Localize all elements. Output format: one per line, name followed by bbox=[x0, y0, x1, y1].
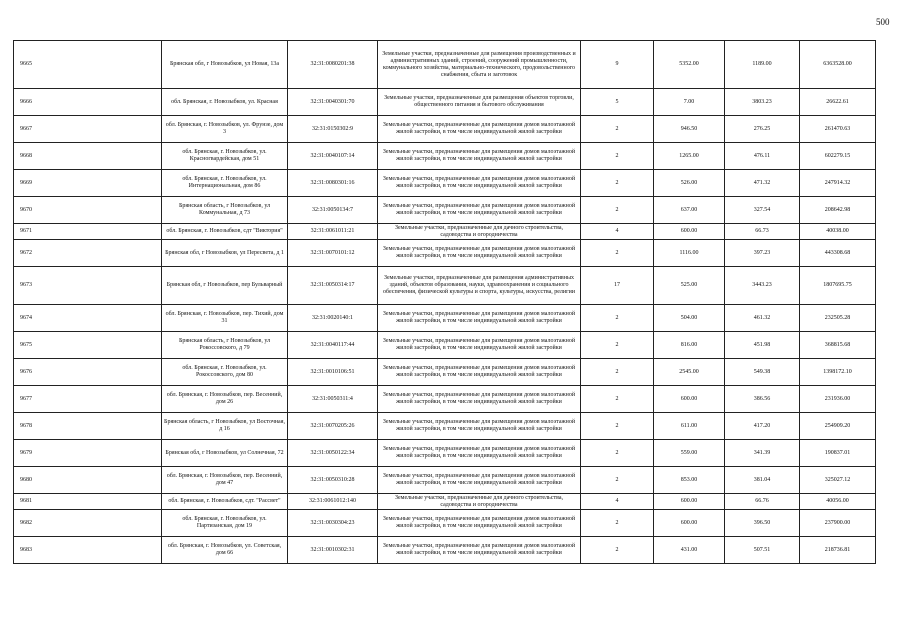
specific-value-cell: 476.11 bbox=[725, 143, 800, 170]
row-number: 9666 bbox=[14, 89, 162, 116]
area-cell: 1265.00 bbox=[654, 143, 725, 170]
address-cell: обл. Брянская, г. Новозыбков, ул. Интернациональная, дом 86 bbox=[162, 170, 288, 197]
cadastral-number-cell: 32:31:0030304:23 bbox=[288, 510, 378, 537]
address-cell: обл. Брянская, г. Новозыбков, пер. Весенний, дом 47 bbox=[162, 467, 288, 494]
row-number: 9667 bbox=[14, 116, 162, 143]
cadastral-value-cell: 247914.32 bbox=[800, 170, 876, 197]
group-cell: 2 bbox=[581, 386, 654, 413]
address-cell: обл. Брянская, г. Новозыбков, ул. Красногвардейская, дом 51 bbox=[162, 143, 288, 170]
address-cell: обл. Брянская, г. Новозыбков, ул. Фрунзе, дом 3 bbox=[162, 116, 288, 143]
row-number: 9678 bbox=[14, 413, 162, 440]
table-body bbox=[14, 41, 876, 564]
area-cell: 611.00 bbox=[654, 413, 725, 440]
cadastral-number-cell: 32:31:0050134:7 bbox=[288, 197, 378, 224]
table-row bbox=[14, 359, 876, 386]
land-use-cell: Земельные участки, предназначенные для размещения домов малоэтажной жилой застройки, в том числе индивидуальной жилой застройки bbox=[378, 537, 581, 564]
cadastral-value-cell: 602279.15 bbox=[800, 143, 876, 170]
area-cell: 600.00 bbox=[654, 224, 725, 240]
address-cell: Брянская область, г Новозыбков, ул Коммунальная, д 73 bbox=[162, 197, 288, 224]
group-cell: 2 bbox=[581, 413, 654, 440]
specific-value-cell: 396.50 bbox=[725, 510, 800, 537]
table-row bbox=[14, 537, 876, 564]
row-number: 9675 bbox=[14, 332, 162, 359]
address-cell: обл. Брянская, г. Новозыбков, пер. Весенний, дом 26 bbox=[162, 386, 288, 413]
group-cell: 2 bbox=[581, 440, 654, 467]
land-use-cell: Земельные участки, предназначенные для размещения производственных и административных зданий, строений, сооружений промышленности, коммунального хозяйства, материально-технического, продовольственного снабжения, сбыта и заготовок bbox=[378, 41, 581, 89]
cadastral-number-cell: 32:31:0080301:16 bbox=[288, 170, 378, 197]
group-cell: 2 bbox=[581, 510, 654, 537]
table-row bbox=[14, 494, 876, 510]
specific-value-cell: 386.56 bbox=[725, 386, 800, 413]
land-use-cell: Земельные участки, предназначенные для размещения домов малоэтажной жилой застройки, в том числе индивидуальной жилой застройки bbox=[378, 359, 581, 386]
land-use-cell: Земельные участки, предназначенные для размещения домов малоэтажной жилой застройки, в том числе индивидуальной жилой застройки bbox=[378, 467, 581, 494]
area-cell: 600.00 bbox=[654, 494, 725, 510]
address-cell: Брянская область, г Новозыбков, ул Восточная, д 16 bbox=[162, 413, 288, 440]
area-cell: 526.00 bbox=[654, 170, 725, 197]
address-cell: обл. Брянская, г. Новозыбков, ул. Красная bbox=[162, 89, 288, 116]
cadastral-value-cell: 190837.01 bbox=[800, 440, 876, 467]
table-row bbox=[14, 143, 876, 170]
group-cell: 2 bbox=[581, 305, 654, 332]
address-cell: обл. Брянская, г. Новозыбков, сдт. "Рассвет" bbox=[162, 494, 288, 510]
row-number: 9673 bbox=[14, 267, 162, 305]
group-cell: 2 bbox=[581, 537, 654, 564]
specific-value-cell: 471.32 bbox=[725, 170, 800, 197]
address-cell: обл. Брянская, г. Новозыбков, ул. Советская, дом 66 bbox=[162, 537, 288, 564]
row-number: 9665 bbox=[14, 41, 162, 89]
address-cell: обл. Брянская, г. Новозыбков, ул. Рокоссовского, дом 80 bbox=[162, 359, 288, 386]
cadastral-number-cell: 32:31:0080201:38 bbox=[288, 41, 378, 89]
group-cell: 5 bbox=[581, 89, 654, 116]
group-cell: 9 bbox=[581, 41, 654, 89]
area-cell: 2545.00 bbox=[654, 359, 725, 386]
cadastral-number-cell: 32:31:0050311:4 bbox=[288, 386, 378, 413]
cadastral-value-cell: 237900.00 bbox=[800, 510, 876, 537]
row-number: 9681 bbox=[14, 494, 162, 510]
table-row bbox=[14, 510, 876, 537]
cadastral-number-cell: 32:31:0010106:51 bbox=[288, 359, 378, 386]
specific-value-cell: 397.23 bbox=[725, 240, 800, 267]
cadastral-number-cell: 32:31:0061012:140 bbox=[288, 494, 378, 510]
table-row bbox=[14, 467, 876, 494]
cadastral-number-cell: 32:31:0050122:34 bbox=[288, 440, 378, 467]
area-cell: 637.00 bbox=[654, 197, 725, 224]
land-use-cell: Земельные участки, предназначенные для размещения объектов торговли, общественного питания и бытового обслуживания bbox=[378, 89, 581, 116]
row-number: 9670 bbox=[14, 197, 162, 224]
cadastral-number-cell: 32:31:0070101:12 bbox=[288, 240, 378, 267]
land-use-cell: Земельные участки, предназначенные для размещения домов малоэтажной жилой застройки, в том числе индивидуальной жилой застройки bbox=[378, 510, 581, 537]
area-cell: 5352.00 bbox=[654, 41, 725, 89]
specific-value-cell: 507.51 bbox=[725, 537, 800, 564]
specific-value-cell: 461.32 bbox=[725, 305, 800, 332]
table-row bbox=[14, 267, 876, 305]
table-row bbox=[14, 41, 876, 89]
table-row bbox=[14, 440, 876, 467]
cadastral-value-cell: 325027.12 bbox=[800, 467, 876, 494]
row-number: 9680 bbox=[14, 467, 162, 494]
table-row bbox=[14, 197, 876, 224]
cadastral-value-cell: 232505.28 bbox=[800, 305, 876, 332]
address-cell: Брянская обл, г Новозыбков, ул Новая, 13а bbox=[162, 41, 288, 89]
group-cell: 2 bbox=[581, 332, 654, 359]
cadastral-value-cell: 218736.81 bbox=[800, 537, 876, 564]
cadastral-value-cell: 443308.68 bbox=[800, 240, 876, 267]
page-number: 500 bbox=[876, 17, 890, 27]
area-cell: 7.00 bbox=[654, 89, 725, 116]
land-use-cell: Земельные участки, предназначенные для размещения домов малоэтажной жилой застройки, в том числе индивидуальной жилой застройки bbox=[378, 170, 581, 197]
land-use-cell: Земельные участки, предназначенные для размещения домов малоэтажной жилой застройки, в том числе индивидуальной жилой застройки bbox=[378, 143, 581, 170]
cadastral-number-cell: 32:31:0061011:21 bbox=[288, 224, 378, 240]
land-use-cell: Земельные участки, предназначенные для дачного строительства, садоводства и огородничества bbox=[378, 494, 581, 510]
address-cell: Брянская обл, г Новозыбков, ул Пересвета, д 1 bbox=[162, 240, 288, 267]
table-row bbox=[14, 332, 876, 359]
table-row bbox=[14, 170, 876, 197]
area-cell: 504.00 bbox=[654, 305, 725, 332]
table-row bbox=[14, 89, 876, 116]
row-number: 9669 bbox=[14, 170, 162, 197]
cadastral-value-cell: 6363528.00 bbox=[800, 41, 876, 89]
cadastral-value-cell: 1398172.10 bbox=[800, 359, 876, 386]
cadastral-number-cell: 32:31:0020140:1 bbox=[288, 305, 378, 332]
land-use-cell: Земельные участки, предназначенные для размещения домов малоэтажной жилой застройки, в том числе индивидуальной жилой застройки bbox=[378, 386, 581, 413]
cadastral-number-cell: 32:31:0050314:17 bbox=[288, 267, 378, 305]
land-use-cell: Земельные участки, предназначенные для размещения административных зданий, объектов образования, науки, здравоохранения и социального обеспечения, физической культуры и спорта, культуры, искусства, религии bbox=[378, 267, 581, 305]
group-cell: 4 bbox=[581, 224, 654, 240]
address-cell: обл. Брянская, г. Новозыбков, ул. Партизанская, дом 19 bbox=[162, 510, 288, 537]
cadastral-number-cell: 32:31:0040107:14 bbox=[288, 143, 378, 170]
land-use-cell: Земельные участки, предназначенные для размещения домов малоэтажной жилой застройки, в том числе индивидуальной жилой застройки bbox=[378, 332, 581, 359]
group-cell: 2 bbox=[581, 359, 654, 386]
cadastral-value-cell: 254909.20 bbox=[800, 413, 876, 440]
cadastral-value-cell: 26622.61 bbox=[800, 89, 876, 116]
row-number: 9672 bbox=[14, 240, 162, 267]
group-cell: 2 bbox=[581, 240, 654, 267]
specific-value-cell: 66.73 bbox=[725, 224, 800, 240]
table-row bbox=[14, 224, 876, 240]
land-use-cell: Земельные участки, предназначенные для размещения домов малоэтажной жилой застройки, в том числе индивидуальной жилой застройки bbox=[378, 440, 581, 467]
table-row bbox=[14, 116, 876, 143]
land-use-cell: Земельные участки, предназначенные для размещения домов малоэтажной жилой застройки, в том числе индивидуальной жилой застройки bbox=[378, 305, 581, 332]
area-cell: 816.00 bbox=[654, 332, 725, 359]
group-cell: 2 bbox=[581, 170, 654, 197]
row-number: 9683 bbox=[14, 537, 162, 564]
specific-value-cell: 341.39 bbox=[725, 440, 800, 467]
cadastral-number-cell: 32:31:0040301:70 bbox=[288, 89, 378, 116]
land-use-cell: Земельные участки, предназначенные для размещения домов малоэтажной жилой застройки, в том числе индивидуальной жилой застройки bbox=[378, 116, 581, 143]
table-row bbox=[14, 240, 876, 267]
row-number: 9668 bbox=[14, 143, 162, 170]
address-cell: Брянская обл, г Новозыбков, ул Солнечная, 72 bbox=[162, 440, 288, 467]
row-number: 9677 bbox=[14, 386, 162, 413]
specific-value-cell: 3803.23 bbox=[725, 89, 800, 116]
table-row bbox=[14, 413, 876, 440]
row-number: 9679 bbox=[14, 440, 162, 467]
cadastral-value-cell: 261470.63 bbox=[800, 116, 876, 143]
land-use-cell: Земельные участки, предназначенные для размещения домов малоэтажной жилой застройки, в том числе индивидуальной жилой застройки bbox=[378, 240, 581, 267]
table-row bbox=[14, 386, 876, 413]
specific-value-cell: 451.98 bbox=[725, 332, 800, 359]
area-cell: 946.50 bbox=[654, 116, 725, 143]
row-number: 9671 bbox=[14, 224, 162, 240]
group-cell: 2 bbox=[581, 197, 654, 224]
specific-value-cell: 1189.00 bbox=[725, 41, 800, 89]
cadastral-number-cell: 32:31:0070205:26 bbox=[288, 413, 378, 440]
land-use-cell: Земельные участки, предназначенные для размещения домов малоэтажной жилой застройки, в том числе индивидуальной жилой застройки bbox=[378, 413, 581, 440]
specific-value-cell: 381.04 bbox=[725, 467, 800, 494]
group-cell: 4 bbox=[581, 494, 654, 510]
cadastral-value-cell: 208642.98 bbox=[800, 197, 876, 224]
area-cell: 525.00 bbox=[654, 267, 725, 305]
cadastral-number-cell: 32:31:0150302:9 bbox=[288, 116, 378, 143]
specific-value-cell: 549.38 bbox=[725, 359, 800, 386]
address-cell: Брянская обл, г Новозыбков, пер Бульварный bbox=[162, 267, 288, 305]
area-cell: 600.00 bbox=[654, 510, 725, 537]
group-cell: 2 bbox=[581, 467, 654, 494]
cadastral-value-cell: 231936.00 bbox=[800, 386, 876, 413]
group-cell: 2 bbox=[581, 116, 654, 143]
row-number: 9674 bbox=[14, 305, 162, 332]
land-use-cell: Земельные участки, предназначенные для дачного строительства, садоводства и огородничества bbox=[378, 224, 581, 240]
address-cell: обл. Брянская, г. Новозыбков, сдт "Виктория" bbox=[162, 224, 288, 240]
cadastral-number-cell: 32:31:0040117:44 bbox=[288, 332, 378, 359]
table-row bbox=[14, 305, 876, 332]
specific-value-cell: 327.54 bbox=[725, 197, 800, 224]
land-plots-table bbox=[13, 40, 876, 564]
area-cell: 559.00 bbox=[654, 440, 725, 467]
row-number: 9682 bbox=[14, 510, 162, 537]
address-cell: Брянская область, г Новозыбков, ул Рокоссовского, д 79 bbox=[162, 332, 288, 359]
land-use-cell: Земельные участки, предназначенные для размещения домов малоэтажной жилой застройки, в том числе индивидуальной жилой застройки bbox=[378, 197, 581, 224]
area-cell: 1116.00 bbox=[654, 240, 725, 267]
area-cell: 431.00 bbox=[654, 537, 725, 564]
specific-value-cell: 3443.23 bbox=[725, 267, 800, 305]
address-cell: обл. Брянская, г. Новозыбков, пер. Тихий, дом 31 bbox=[162, 305, 288, 332]
cadastral-value-cell: 1807695.75 bbox=[800, 267, 876, 305]
specific-value-cell: 417.20 bbox=[725, 413, 800, 440]
cadastral-value-cell: 40038.00 bbox=[800, 224, 876, 240]
group-cell: 2 bbox=[581, 143, 654, 170]
area-cell: 600.00 bbox=[654, 386, 725, 413]
cadastral-number-cell: 32:31:0050310:28 bbox=[288, 467, 378, 494]
group-cell: 17 bbox=[581, 267, 654, 305]
cadastral-value-cell: 368815.68 bbox=[800, 332, 876, 359]
row-number: 9676 bbox=[14, 359, 162, 386]
specific-value-cell: 276.25 bbox=[725, 116, 800, 143]
area-cell: 853.00 bbox=[654, 467, 725, 494]
specific-value-cell: 66.76 bbox=[725, 494, 800, 510]
cadastral-number-cell: 32:31:0010302:31 bbox=[288, 537, 378, 564]
cadastral-value-cell: 40056.00 bbox=[800, 494, 876, 510]
